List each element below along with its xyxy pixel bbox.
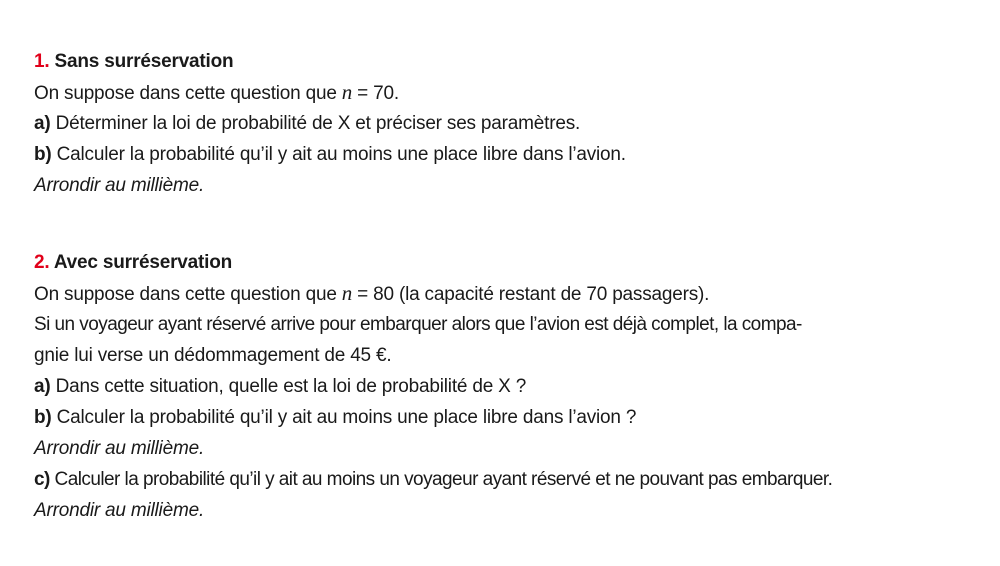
question-label: b): [34, 407, 52, 428]
question-text: Déterminer la loi de probabilité de X et préciser ses paramètres.: [50, 113, 581, 134]
math-variable-n: n: [341, 80, 353, 104]
section-2-rounding-note-b: Arrondir au millième.: [34, 438, 205, 459]
section-2-question-b: [34, 402, 974, 433]
section-2-rounding-note-c: Arrondir au millième.: [34, 500, 205, 521]
exercise-document: [34, 46, 974, 526]
math-variable-n: n: [341, 281, 353, 305]
section-2-heading: [34, 247, 974, 278]
section-2-paragraph-line-1: Si un voyageur ayant réservé arrive pour embarquer alors que l’avion est déjà complet, la compa-: [34, 314, 802, 335]
section-1-question-b: [34, 139, 974, 170]
intro-value: = 80 (la capacité restant de 70 passagers).: [352, 284, 710, 305]
intro-value: = 70.: [352, 83, 399, 104]
question-label: a): [34, 376, 51, 397]
section-2-paragraph-line-2: gnie lui verse un dédommagement de 45 €.: [34, 345, 392, 366]
section-1-heading: [34, 46, 974, 77]
question-text: Calculer la probabilité qu’il y ait au moins une place libre dans l’avion ?: [51, 407, 637, 428]
section-2-intro: [34, 278, 974, 309]
intro-text: On suppose dans cette question que: [34, 284, 342, 305]
section-2-number: 2.: [34, 252, 50, 273]
question-text: Dans cette situation, quelle est la loi de probabilité de X ?: [50, 376, 527, 397]
question-label: b): [34, 144, 52, 165]
intro-text: On suppose dans cette question que: [34, 83, 342, 104]
question-text: Calculer la probabilité qu’il y ait au moins un voyageur ayant réservé et ne pouvant pas embarquer.: [49, 469, 833, 490]
section-1-title: Sans surréservation: [54, 51, 234, 72]
section-2-question-a: [34, 371, 974, 402]
section-2-title: Avec surréservation: [53, 252, 233, 273]
section-1-rounding-note: Arrondir au millième.: [34, 175, 205, 196]
section-1-intro: [34, 77, 974, 108]
question-text: Calculer la probabilité qu’il y ait au moins une place libre dans l’avion.: [51, 144, 626, 165]
question-label: c): [34, 469, 50, 490]
section-2-question-c: [34, 464, 974, 495]
section-1-question-a: [34, 108, 974, 139]
section-spacer: [34, 201, 974, 247]
question-label: a): [34, 113, 51, 134]
section-1-number: 1.: [34, 51, 50, 72]
